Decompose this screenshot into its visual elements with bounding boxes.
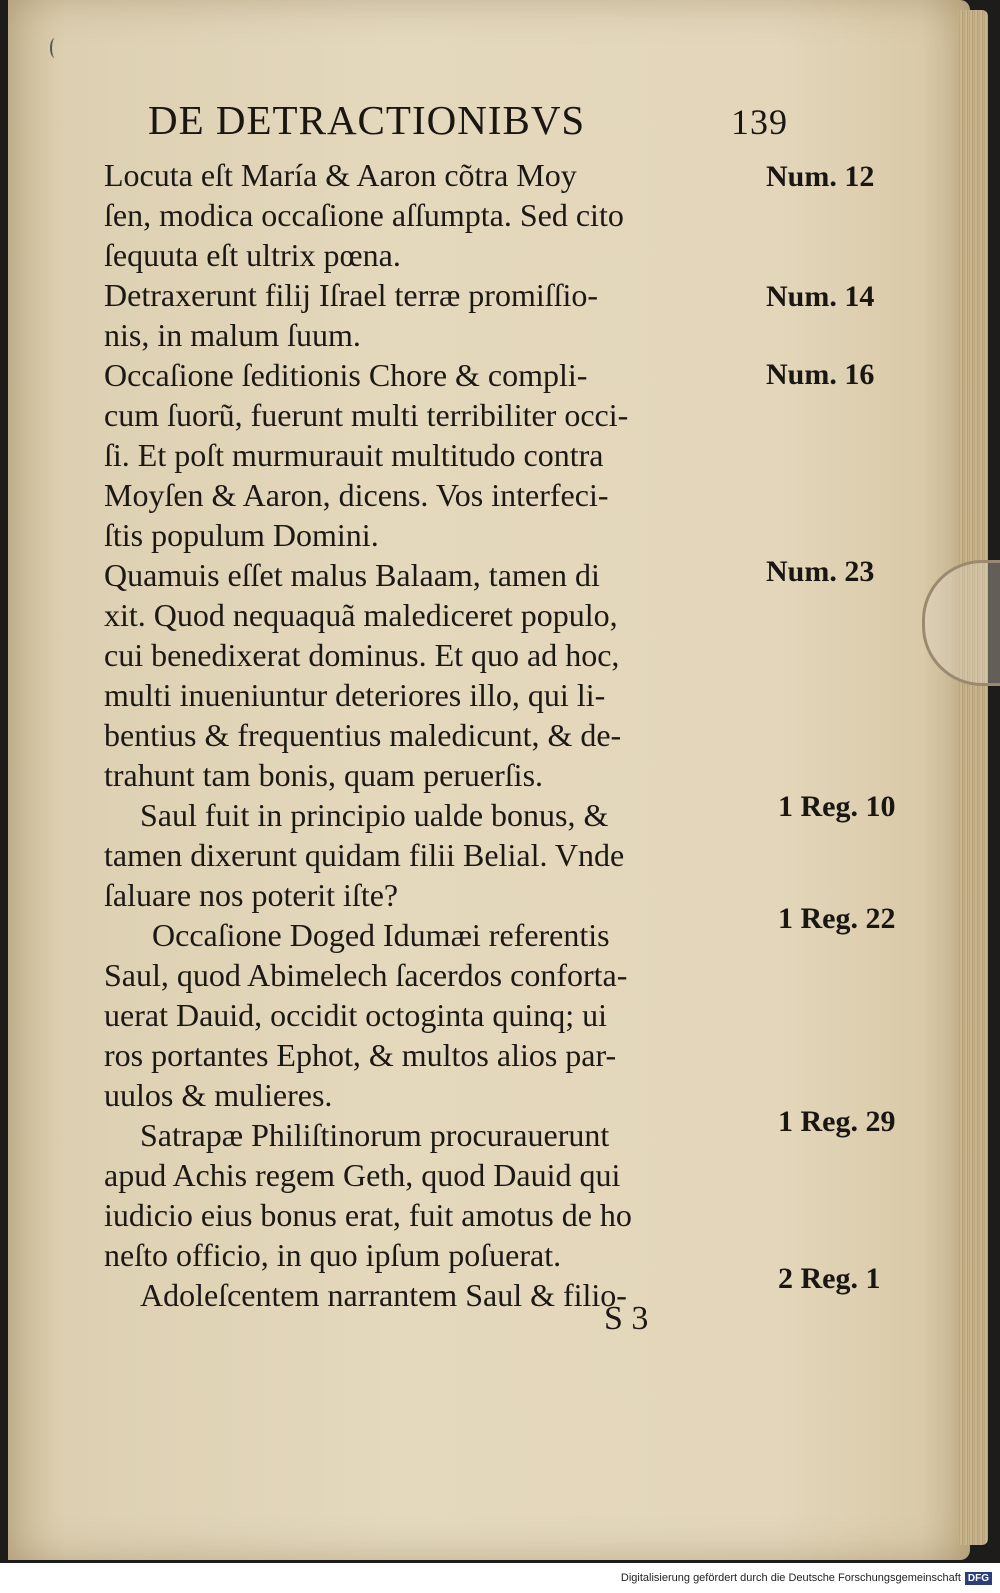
text-line: Detraxerunt filij Iſrael terræ promiſſio- (104, 277, 599, 313)
margin-reference: 1 Reg. 10 (778, 790, 896, 823)
margin-reference: Num. 12 (766, 160, 875, 193)
text-line: multi inueniuntur deteriores illo, qui li- (104, 677, 606, 713)
book-page-edges (958, 10, 988, 1545)
text-line: Adoleſcentem narrantem Saul & filio- (140, 1277, 627, 1313)
text-line: nis, in malum ſuum. (104, 317, 361, 353)
paper-mark (50, 38, 60, 58)
text-line: neſto officio, in quo ipſum poſuerat. (104, 1237, 562, 1273)
text-line: bentius & frequentius maledicunt, & de- (104, 717, 622, 753)
text-line: trahunt tam bonis, quam peruerſis. (104, 757, 544, 793)
margin-reference: Num. 16 (766, 358, 875, 391)
margin-reference: Num. 23 (766, 555, 875, 588)
running-title: DE DETRACTIONIBVS (148, 97, 586, 143)
text-line: Locuta eſt María & Aaron cõtra Moy (104, 157, 577, 193)
text-line: cum ſuorũ, fuerunt multi terribiliter occi- (104, 397, 629, 433)
margin-reference: 2 Reg. 1 (778, 1262, 881, 1295)
text-line: Saul fuit in principio ualde bonus, & (140, 797, 609, 833)
text-line: tamen dixerunt quidam filii Belial. Vnde (104, 837, 625, 873)
text-line: Moyſen & Aaron, dicens. Vos interfeci- (104, 477, 609, 513)
signature-mark: S 3 (604, 1300, 649, 1337)
margin-reference: Num. 14 (766, 280, 875, 313)
margin-reference: 1 Reg. 29 (778, 1105, 896, 1138)
text-line: Saul, quod Abimelech ſacerdos conforta- (104, 957, 628, 993)
text-line: iudicio eius bonus erat, fuit amotus de ho (104, 1197, 632, 1233)
scanned-page (8, 0, 970, 1560)
text-line: ſaluare nos poterit iſte? (104, 877, 399, 913)
text-line: ſequuta eſt ultrix pœna. (104, 237, 401, 273)
text-line: ros portantes Ephot, & multos alios par- (104, 1037, 617, 1073)
text-line: Quamuis eſſet malus Balaam, tamen di (104, 557, 600, 593)
text-line: apud Achis regem Geth, quod Dauid qui (104, 1157, 621, 1193)
dfg-logo: DFG (965, 1572, 992, 1585)
text-line: ſen, modica occaſione aſſumpta. Sed cito (104, 197, 624, 233)
margin-reference: 1 Reg. 22 (778, 902, 896, 935)
text-line: ſi. Et poſt murmurauit multitudo contra (104, 437, 604, 473)
digitization-credit-bar (0, 1563, 1000, 1593)
text-line: uerat Dauid, occidit octoginta quinq; ui (104, 997, 607, 1033)
text-line: Occaſione Doged Idumæi referentis (152, 917, 610, 953)
text-line: uulos & mulieres. (104, 1077, 333, 1113)
text-line: xit. Quod nequaquã malediceret populo, (104, 597, 618, 633)
text-line: Satrapæ Philiſtinorum procurauerunt (140, 1117, 610, 1153)
text-line: Occaſione ſeditionis Chore & compli- (104, 357, 588, 393)
page-number: 139 (731, 102, 788, 142)
digitization-credit: Digitalisierung gefördert durch die Deutsche Forschungsgemeinschaft (620, 1572, 961, 1584)
text-line: cui benedixerat dominus. Et quo ad hoc, (104, 637, 620, 673)
running-header (148, 96, 788, 144)
text-line: ſtis populum Domini. (104, 517, 379, 553)
